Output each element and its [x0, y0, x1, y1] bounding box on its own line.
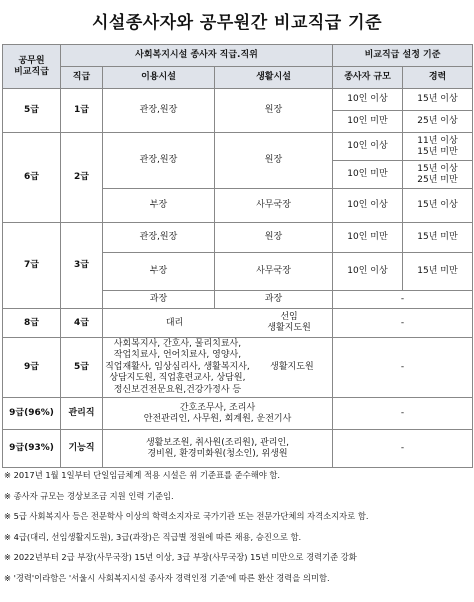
- living-facility-cell: 원장: [215, 223, 333, 253]
- header-user-facility: 이용시설: [103, 67, 215, 89]
- public-grade-cell: 9급(93%): [3, 430, 61, 468]
- experience-line: 25년 미만: [417, 174, 458, 185]
- user-facility-cell: 부장: [103, 253, 215, 291]
- grade-cell: 5급: [61, 338, 103, 398]
- job-list-cell: 간호조무사, 조리사 안전관리인, 사무원, 회계원, 운전기사: [103, 398, 333, 430]
- public-grade-cell: 8급: [3, 309, 61, 338]
- living-facility-cell: 사무국장: [215, 189, 333, 223]
- staff-size-cell: 10인 이상: [333, 253, 403, 291]
- user-facility-cell: 관장,원장: [103, 133, 215, 189]
- user-facility-cell: 과장: [103, 291, 215, 309]
- experience-cell: 15년 이상: [403, 189, 473, 223]
- header-public-grade: 공무원 비교직급: [3, 45, 61, 89]
- staff-size-cell: 10인 이상: [333, 89, 403, 111]
- note-item: ※ 4급(대리, 선임생활지도원), 3급(과장)은 직급별 정원에 따른 채용, 승진으로 함.: [4, 531, 302, 542]
- experience-cell: 15년 미만: [403, 223, 473, 253]
- header-grade: 직급: [61, 67, 103, 89]
- living-facility-cell: 생활지도원: [270, 362, 314, 372]
- grade-cell: 3급: [61, 223, 103, 309]
- living-facility-cell: 원장: [215, 89, 333, 133]
- staff-size-cell: 10인 이상: [333, 133, 403, 161]
- header-staff-size: 종사자 규모: [333, 67, 403, 89]
- note-item: ※ 종사자 규모는 경상보조금 지원 인력 기준임.: [4, 490, 174, 501]
- experience-cell: [403, 133, 473, 161]
- facility-cell: [103, 338, 333, 398]
- user-facility-cell: 사회복지사, 간호사, 물리치료사, 작업치료사, 언어치료사, 영양사, 직업재활사, 임상심리사, 생활복지사, 상담지도원, 직업훈련교사, 상담원, 정신보건전문요원,건강가정사 등: [105, 338, 250, 395]
- note-item: ※ 2022년부터 2급 부장(사무국장) 15년 이상, 3급 부장(사무국장) 15년 미만으로 경력기준 강화: [4, 552, 357, 563]
- grade-cell: 기능직: [61, 430, 103, 468]
- header-living-facility: 생활시설: [215, 67, 333, 89]
- note-item: ※ 2017년 1월 1일부터 단일임금체계 적용 시설은 위 기준표를 준수해야 함.: [4, 470, 281, 480]
- facility-cell: [103, 309, 333, 338]
- grade-comparison-table: [2, 44, 473, 468]
- experience-line: 15년 이상: [417, 163, 458, 174]
- grade-cell: 4급: [61, 309, 103, 338]
- experience-line: 15년 미만: [417, 146, 458, 157]
- public-grade-cell: 6급: [3, 133, 61, 223]
- living-facility-cell: 선임 생활지도원: [267, 312, 311, 333]
- note-item: ※ 5급 사회복지사 등은 전문학사 이상의 학력소지자로 국가기관 또는 전문가단체의 자격소지자로 함.: [4, 511, 369, 522]
- user-facility-cell: 관장,원장: [103, 89, 215, 133]
- public-grade-cell: 9급(96%): [3, 398, 61, 430]
- header-experience: 경력: [403, 67, 473, 89]
- experience-cell: 25년 이상: [403, 111, 473, 133]
- public-grade-cell: 7급: [3, 223, 61, 309]
- staff-size-cell: 10인 이상: [333, 189, 403, 223]
- public-grade-cell: 5급: [3, 89, 61, 133]
- criteria-dash: -: [333, 430, 473, 468]
- experience-cell: 15년 미만: [403, 253, 473, 291]
- criteria-dash: -: [333, 309, 473, 338]
- user-facility-cell: 대리: [165, 317, 184, 328]
- criteria-dash: -: [333, 398, 473, 430]
- header-social-welfare: 사회복지시설 종사자 직급.직위: [61, 45, 333, 67]
- criteria-dash: -: [333, 291, 473, 309]
- grade-cell: 관리직: [61, 398, 103, 430]
- public-grade-cell: 9급: [3, 338, 61, 398]
- experience-cell: 15년 이상: [403, 89, 473, 111]
- experience-line: 11년 이상: [417, 135, 458, 146]
- job-list-cell: 생활보조원, 취사원(조리원), 관리인, 경비원, 환경미화원(청소인), 위생원: [103, 430, 333, 468]
- grade-cell: 2급: [61, 133, 103, 223]
- notes-section: [4, 465, 472, 589]
- living-facility-cell: 원장: [215, 133, 333, 189]
- grade-cell: 1급: [61, 89, 103, 133]
- header-setting-criteria: 비교직급 설정 기준: [333, 45, 473, 67]
- page-title: 시설종사자와 공무원간 비교직급 기준: [91, 13, 382, 33]
- experience-cell: [403, 161, 473, 189]
- note-item: ※ '경력'이라함은 '서울시 사회복지시설 종사자 경력인정 기준'에 따른 환산 경력을 의미함.: [4, 572, 330, 583]
- user-facility-cell: 부장: [103, 189, 215, 223]
- staff-size-cell: 10인 미만: [333, 161, 403, 189]
- living-facility-cell: 사무국장: [215, 253, 333, 291]
- staff-size-cell: 10인 미만: [333, 223, 403, 253]
- user-facility-cell: 관장,원장: [103, 223, 215, 253]
- criteria-dash: -: [333, 338, 473, 398]
- living-facility-cell: 과장: [215, 291, 333, 309]
- staff-size-cell: 10인 미만: [333, 111, 403, 133]
